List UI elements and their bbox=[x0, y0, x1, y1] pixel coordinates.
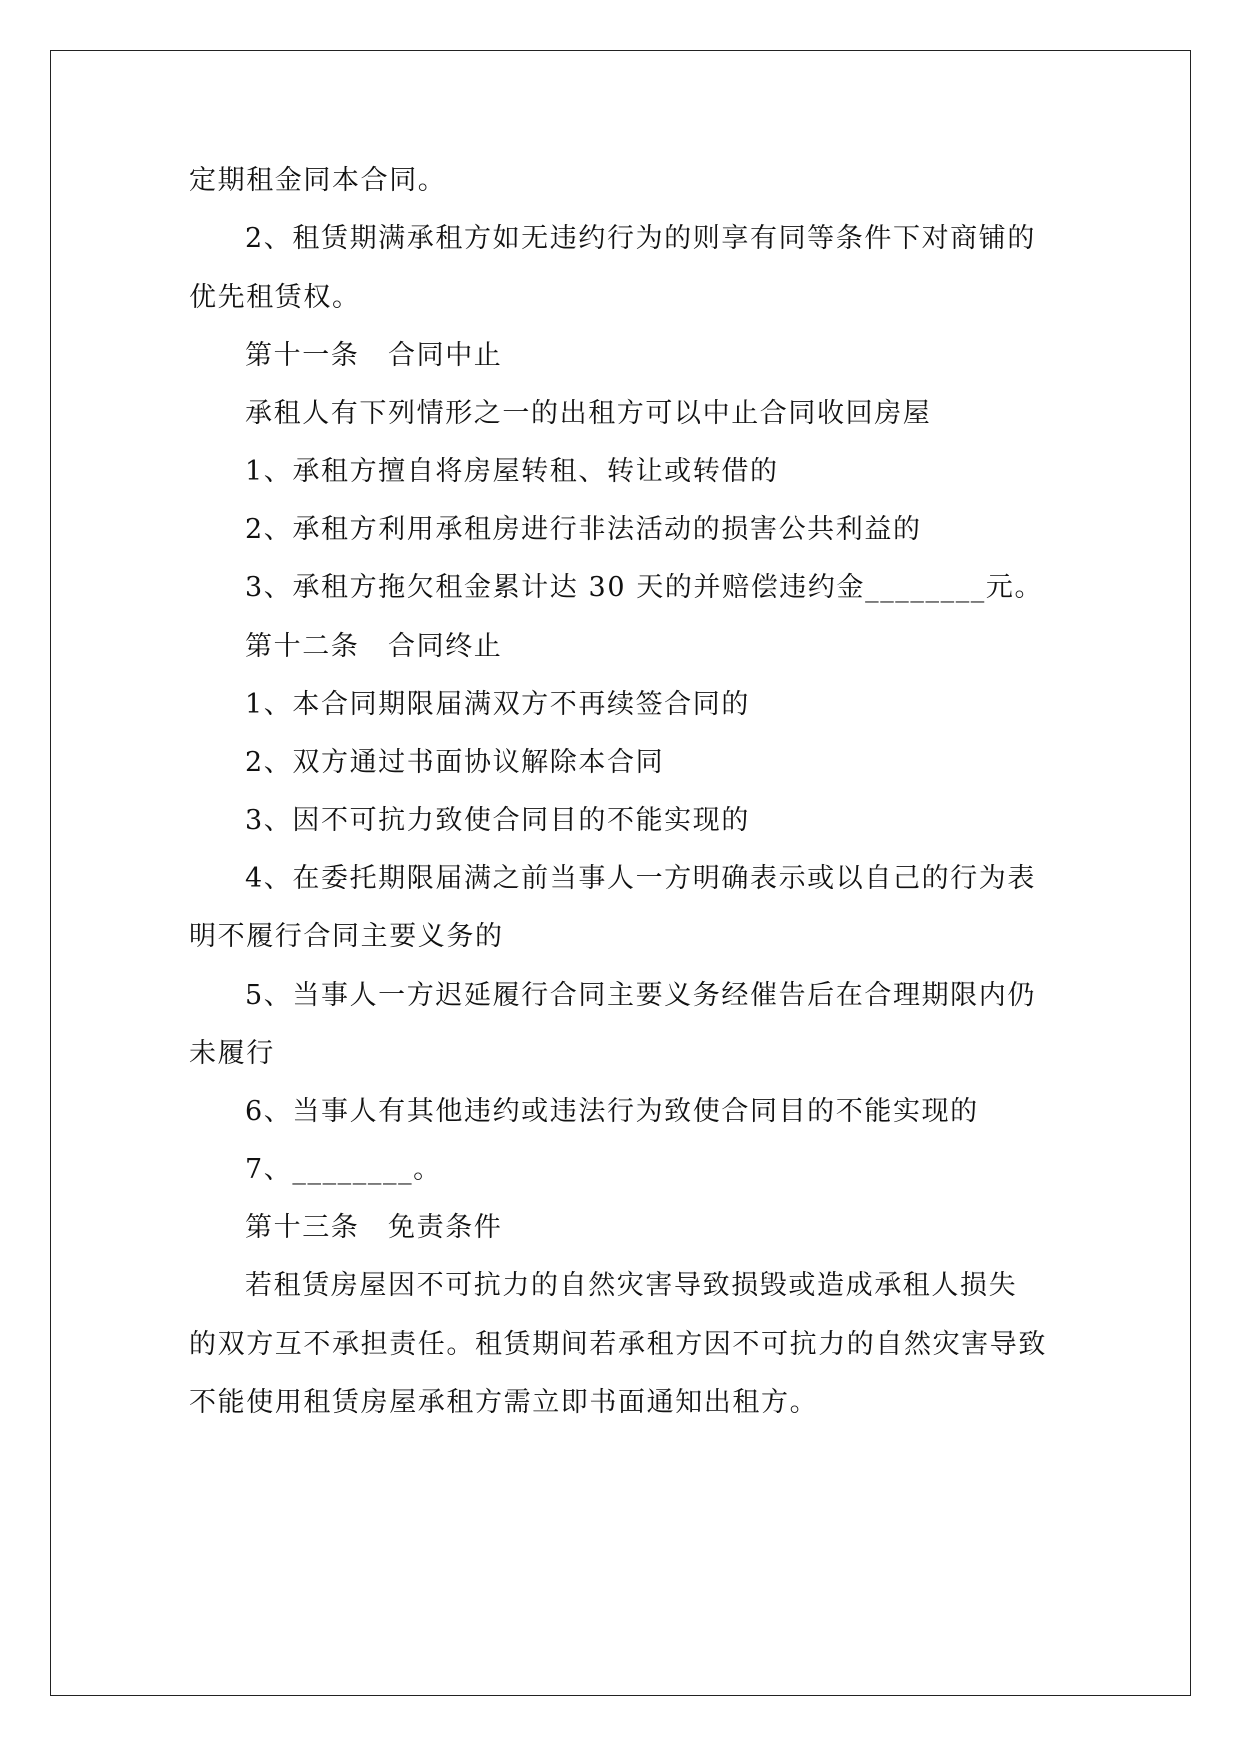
paragraph-continuation: 不能使用租赁房屋承租方需立即书面通知出租方。 bbox=[189, 1387, 819, 1418]
clause-item: 2、双方通过书面协议解除本合同 bbox=[245, 747, 665, 778]
clause-item: 6、当事人有其他违约或违法行为致使合同目的不能实现的 bbox=[245, 1096, 979, 1127]
article-heading: 第十三条 免责条件 bbox=[245, 1212, 503, 1243]
article-heading: 第十一条 合同中止 bbox=[245, 340, 503, 371]
clause-item-continuation: 未履行 bbox=[189, 1038, 275, 1069]
clause-item: 1、承租方擅自将房屋转租、转让或转借的 bbox=[245, 456, 779, 487]
clause-item: 2、租赁期满承租方如无违约行为的则享有同等条件下对商铺的 bbox=[245, 223, 1036, 254]
paragraph-continuation: 定期租金同本合同。 bbox=[189, 165, 447, 196]
clause-item-continuation: 优先租赁权。 bbox=[189, 282, 361, 313]
clause-item: 3、因不可抗力致使合同目的不能实现的 bbox=[245, 805, 750, 836]
clause-item: 3、承租方拖欠租金累计达 30 天的并赔偿违约金________元。 bbox=[245, 572, 1044, 603]
clause-item: 2、承租方利用承租房进行非法活动的损害公共利益的 bbox=[245, 514, 922, 545]
paragraph: 承租人有下列情形之一的出租方可以中止合同收回房屋 bbox=[245, 398, 932, 429]
clause-item: 7、________。 bbox=[245, 1154, 442, 1185]
article-heading: 第十二条 合同终止 bbox=[245, 631, 503, 662]
clause-item-continuation: 明不履行合同主要义务的 bbox=[189, 921, 504, 952]
clause-item: 1、本合同期限届满双方不再续签合同的 bbox=[245, 689, 750, 720]
clause-item: 5、当事人一方迟延履行合同主要义务经催告后在合理期限内仍 bbox=[245, 980, 1036, 1011]
paragraph: 若租赁房屋因不可抗力的自然灾害导致损毁或造成承租人损失 bbox=[245, 1270, 1018, 1301]
clause-item: 4、在委托期限届满之前当事人一方明确表示或以自己的行为表 bbox=[245, 863, 1036, 894]
paragraph-continuation: 的双方互不承担责任。租赁期间若承租方因不可抗力的自然灾害导致 bbox=[189, 1329, 1047, 1360]
